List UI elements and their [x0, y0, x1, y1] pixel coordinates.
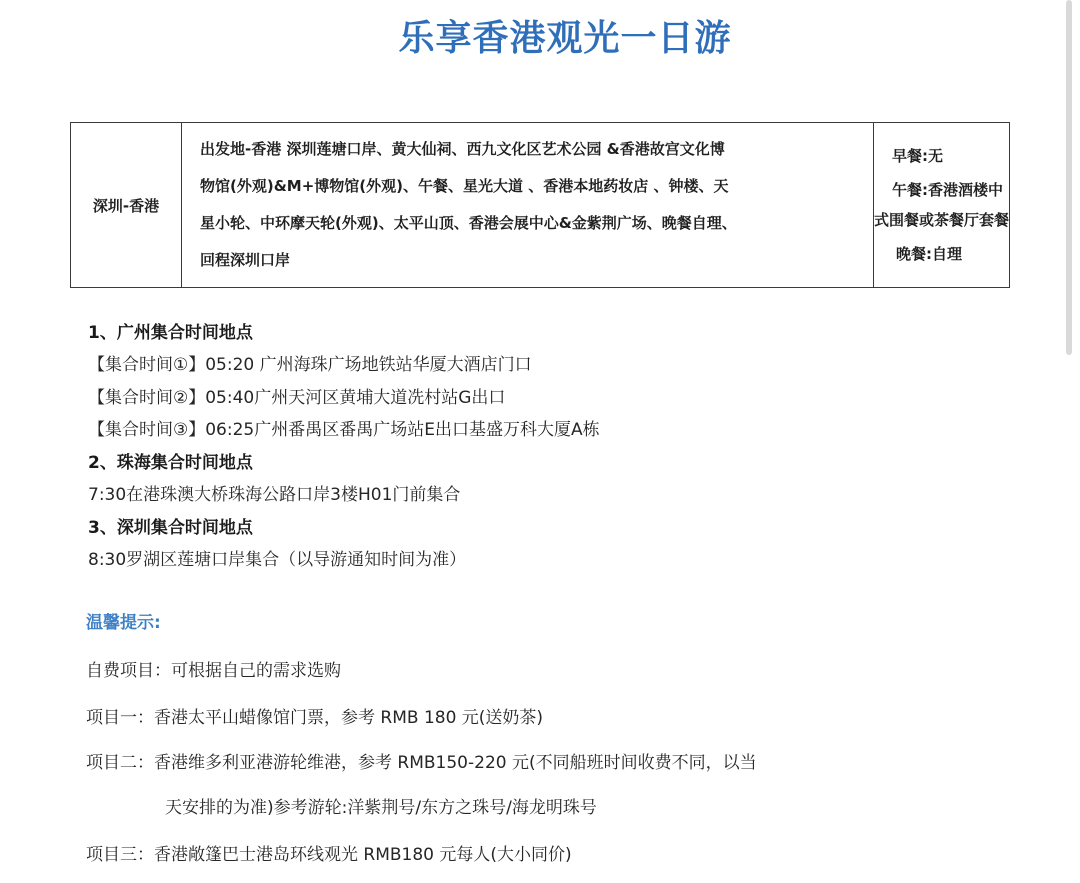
itinerary-table: [70, 122, 1010, 288]
page-title: 乐享香港观光一日游: [398, 18, 732, 59]
description-line: 回程深圳口岸: [200, 251, 291, 269]
description-line: 物馆(外观)&M+博物馆(外观)、午餐、星光大道 、香港本地药妆店 、钟楼、天: [200, 177, 729, 195]
tip-item-2-cont: 天安排的为准)参考游轮:洋紫荆号/东方之珠号/海龙明珠号: [165, 798, 597, 818]
breakfast-text: 早餐:无: [892, 147, 943, 165]
description-line: 星小轮、中环摩天轮(外观)、太平山顶、香港会展中心&金紫荆广场、晚餐自理、: [200, 214, 737, 232]
meeting-time-3: 【集合时间③】06:25广州番禺区番禺广场站E出口基盛万科大厦A栋: [88, 420, 600, 440]
meeting-shenzhen: 8:30罗湖区莲塘口岸集合（以导游通知时间为准）: [88, 550, 467, 570]
section-heading-shenzhen: 3、深圳集合时间地点: [88, 518, 253, 538]
lunch-text-cont: 式围餐或茶餐厅套餐: [874, 211, 1010, 229]
tips-intro: 自费项目：可根据自己的需求选购: [86, 661, 341, 681]
route-cell: 深圳-香港: [71, 123, 182, 288]
meals-cell: [874, 123, 1010, 288]
description-cell: [182, 123, 874, 288]
scrollbar[interactable]: [1066, 0, 1072, 355]
meeting-time-2: 【集合时间②】05:40广州天河区黄埔大道冼村站G出口: [88, 388, 506, 408]
tip-item-1: 项目一：香港太平山蜡像馆门票，参考 RMB 180 元(送奶茶): [86, 708, 544, 728]
meeting-time-1: 【集合时间①】05:20 广州海珠广场地铁站华厦大酒店门口: [88, 355, 532, 375]
description-line: 出发地-香港 深圳莲塘口岸、黄大仙祠、西九文化区艺术公园 &香港故宫文化博: [200, 140, 725, 158]
section-heading-zhuhai: 2、珠海集合时间地点: [88, 453, 253, 473]
dinner-text: 晚餐:自理: [896, 245, 962, 263]
table-row: [71, 123, 1010, 288]
meeting-zhuhai: 7:30在港珠澳大桥珠海公路口岸3楼H01门前集合: [88, 485, 461, 505]
tips-heading: 温馨提示:: [86, 613, 161, 633]
tip-item-3: 项目三：香港敞篷巴士港岛环线观光 RMB180 元每人(大小同价): [86, 845, 572, 865]
tip-item-2: 项目二：香港维多利亚港游轮维港，参考 RMB150-220 元(不同船班时间收费不同，以当: [86, 753, 757, 773]
section-heading-guangzhou: 1、广州集合时间地点: [88, 323, 253, 343]
lunch-text: 午餐:香港酒楼中: [892, 181, 1003, 199]
